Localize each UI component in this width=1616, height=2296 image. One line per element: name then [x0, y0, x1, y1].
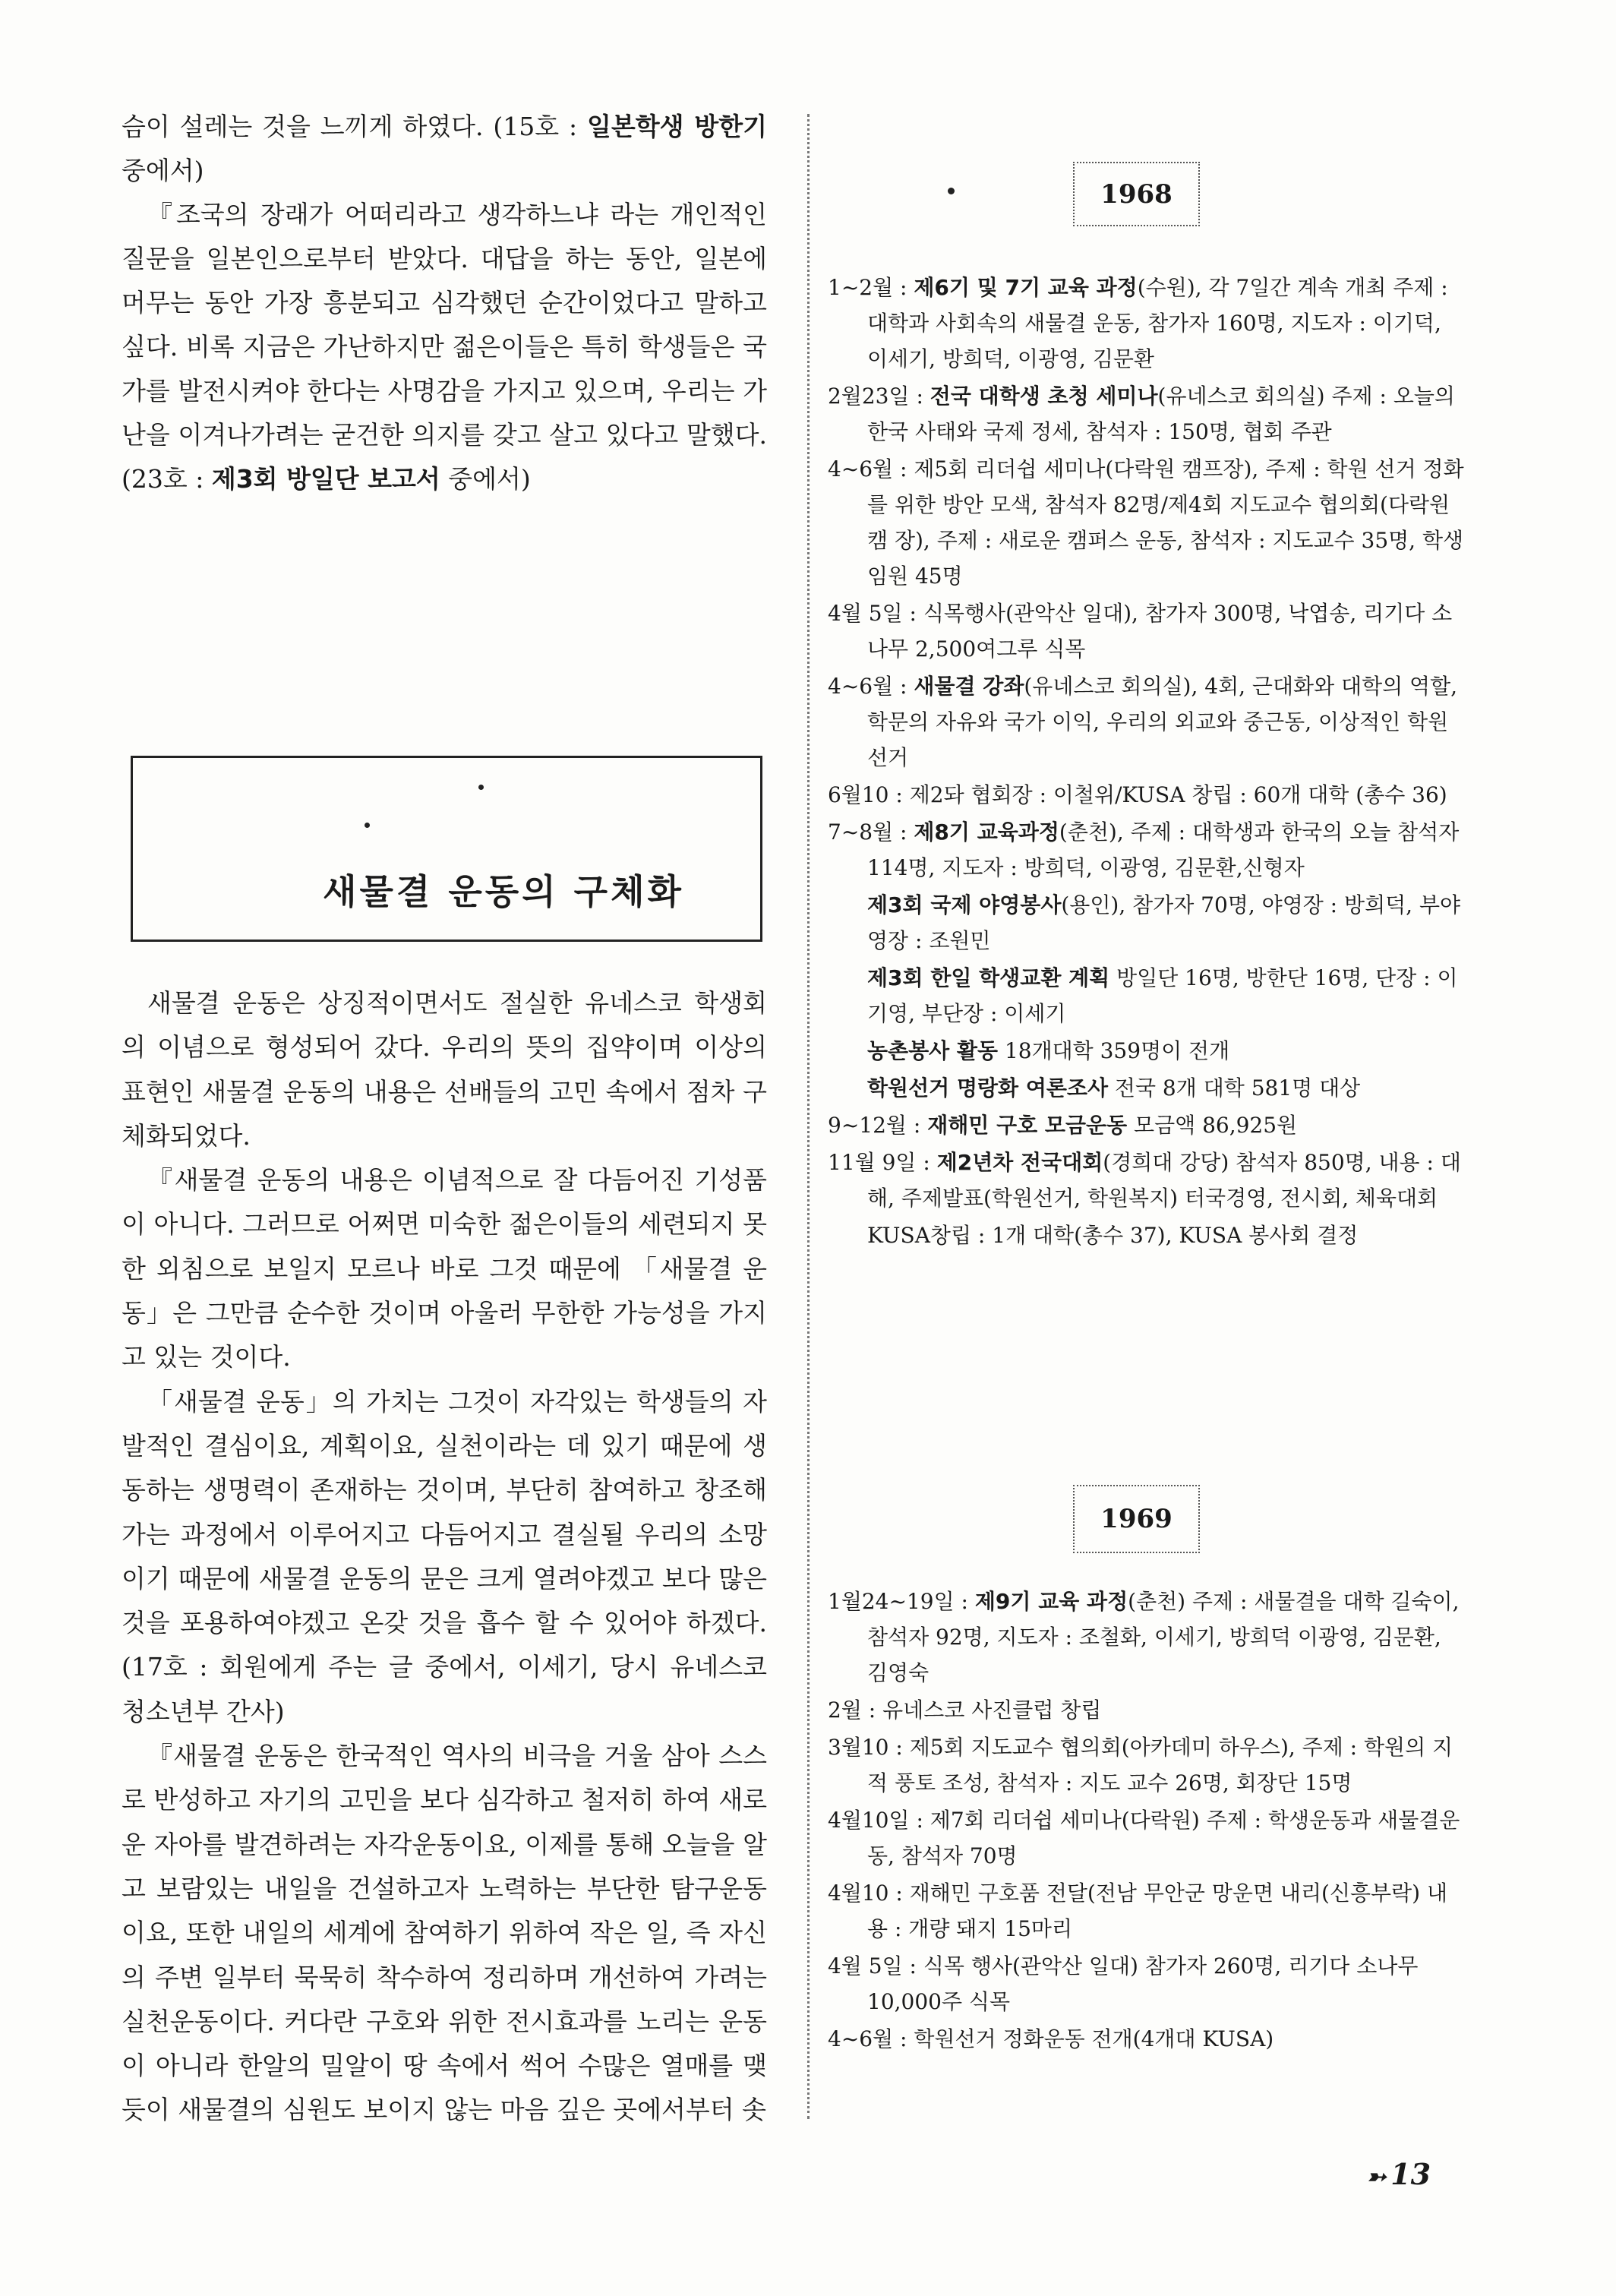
- entry-event: 제3회 국제 야영봉사: [867, 892, 1062, 917]
- section-title: 새물결 운동의 구체화: [323, 871, 684, 912]
- entry-event: 학원선거 명랑화 여론조사: [867, 1075, 1109, 1101]
- entry-date: 2월23일 :: [828, 384, 930, 409]
- entry-event: 전국 대학생 초청 세미나: [930, 384, 1158, 409]
- timeline-1968: [828, 270, 1466, 1255]
- decorative-dot: [478, 785, 484, 790]
- entry-date: 4월10일 :: [828, 1808, 930, 1833]
- year-heading-1968: [1073, 162, 1200, 226]
- entry-detail: 제5회 지도교수 협의회(아카데미 하우스), 주제 : 학원의 지적 풍토 조성, 참석자 : 지도 교수 26명, 회장단 15명: [867, 1735, 1453, 1795]
- timeline-entry: [828, 814, 1466, 886]
- left-top-text: [122, 105, 767, 501]
- entry-date: 7~8월 :: [828, 820, 914, 845]
- entry-detail: (수원), 각 7일간 계속 개최 주제 : 대학과 사회속의 새물결 운동, 참가자 160명, 지도자 : 이기덕, 이세기, 방희덕, 이광영, 김문환: [867, 275, 1448, 371]
- entry-event: 농촌봉사 활동: [867, 1038, 999, 1063]
- year-heading-1969: [1073, 1485, 1200, 1553]
- entry-date: 4월10 :: [828, 1881, 910, 1906]
- timeline-entry: [828, 1802, 1466, 1874]
- page-number-value: 13: [1390, 2157, 1431, 2191]
- entry-detail: 학원선거 정화운동 전개(4개대 KUSA): [914, 2026, 1274, 2051]
- entry-event: 새물결 강좌: [914, 674, 1024, 699]
- timeline-entry: [828, 1070, 1466, 1106]
- entry-detail: (유네스코 회의실), 4회, 근대화와 대학의 역할, 학문의 자유와 국가 이익, 우리의 외교와 중근동, 이상적인 학원 선거: [867, 674, 1458, 770]
- entry-detail: 제5회 리더쉽 세미나(다락원 캠프장), 주제 : 학원 선거 정화를 위한 방안 모색, 참석자 82명/제4회 지도교수 협의회(다락원 캠 장), 주제 : 새로운 캠퍼스 운동, 참석자 : 지도교수 35명, 학생임원 45명: [867, 456, 1464, 589]
- entry-detail: (춘천) 주제 : 새물결을 대학 길숙이, 참석자 92명, 지도자 : 조철화, 이세기, 방희덕 이광영, 김문환, 김영숙: [867, 1589, 1460, 1685]
- timeline-entry: [828, 451, 1466, 594]
- entry-event: 제3회 한일 학생교환 계획: [867, 965, 1110, 990]
- timeline-entry: [828, 378, 1466, 450]
- entry-date: 6월10 :: [828, 782, 910, 807]
- entry-detail: 식목 행사(관악산 일대) 참가자 260명, 리기다 소나무 10,000주 식목: [867, 1953, 1419, 2014]
- decorative-dot: [365, 823, 370, 828]
- entry-detail: 방일단 16명, 방한단 16명, 단장 : 이기영, 부단장 : 이세기: [867, 965, 1458, 1026]
- entry-detail: 모금액 86,925원: [1127, 1113, 1298, 1138]
- timeline-entry: [828, 1729, 1466, 1801]
- timeline-entry: KUSA창립 : 1개 대학(총수 37), KUSA 봉사회 결정: [867, 1223, 1359, 1248]
- column-divider: [807, 114, 810, 2119]
- timeline-entry: [828, 777, 1466, 813]
- timeline-entry: [828, 887, 1466, 959]
- timeline-entry: [828, 1875, 1466, 1947]
- timeline-entry: [828, 1948, 1466, 2020]
- timeline-entry: [828, 1033, 1466, 1069]
- left-body-text: [122, 981, 767, 2133]
- timeline-entry: [828, 668, 1466, 775]
- timeline-entry: [828, 2021, 1466, 2057]
- entry-event: 제2년차 전국대회: [936, 1150, 1103, 1175]
- entry-date: 3월10 :: [828, 1735, 910, 1760]
- entry-detail: 제2돠 협회장 : 이철위/KUSA 창립 : 60개 대학 (총수 36): [909, 782, 1447, 807]
- source-title: 제3회 방일단 보고서: [211, 464, 440, 494]
- entry-date: 4월 5일 :: [828, 601, 923, 626]
- paragraph: 「새물결 운동」의 가치는 그것이 자각있는 학생들의 자발적인 결심이요, 계획이요, 실천이라는 데 있기 때문에 생동하는 생명력이 존재하는 것이며, 부단히 참여하고 창조해가는 과정에서 이루어지고 다듬어지고 결실될 우리의 소망이기 때문에 새물결 운동의 문은 크게 열려야겠고 보다 많은 것을 포용하여야겠고 온갖 것을 흡수 할 수 있어야 하겠다. (17호 : 회원에게 주는 글 중에서, 이세기, 당시 유네스코 청소년부 간사): [122, 1386, 768, 1726]
- entry-event: 제9기 교육 과정: [974, 1589, 1128, 1614]
- entry-event: 재해민 구호 모금운동: [927, 1113, 1128, 1138]
- entry-event: 제6기 및 7기 교육 과정: [914, 275, 1138, 300]
- entry-detail: (경희대 강당) 참석자 850명, 내용 : 대해, 주제발표(학원선거, 학원복지) 터국경영, 전시회, 체육대회: [867, 1150, 1461, 1211]
- decorative-dot: [948, 188, 955, 194]
- entry-detail: 유네스코 사진클럽 창립: [882, 1698, 1102, 1723]
- paragraph: [122, 193, 767, 501]
- entry-detail: 18개대학 359명이 전개: [998, 1038, 1230, 1063]
- source-title: 일본학생 방한기: [586, 112, 767, 141]
- paragraph-text: 슴이 설레는 것을 느끼게 하였다. (15호 :: [122, 112, 587, 141]
- paragraph-text: 중에서): [440, 464, 531, 494]
- paragraph-text: 중에서): [122, 156, 204, 185]
- entry-date: 1월24~19일 :: [828, 1589, 975, 1614]
- timeline-entry: [828, 270, 1466, 377]
- entry-detail: (유네스코 회의실) 주제 : 오늘의 한국 사태와 국제 정세, 참석자 : 150명, 협회 주관: [867, 384, 1455, 444]
- timeline-entry: [828, 1107, 1466, 1143]
- timeline-1969: [828, 1584, 1466, 2058]
- year-label: 1969: [1100, 1504, 1173, 1534]
- entry-detail: (용인), 참가자 70명, 야영장 : 방희덕, 부야영장 : 조원민: [867, 892, 1461, 953]
- entry-date: 4~6월 :: [828, 674, 914, 699]
- paragraph: 새물결 운동은 상징적이면서도 절실한 유네스코 학생회의 이념으로 형성되어 갔다. 우리의 뜻의 집약이며 이상의 표현인 새물결 운동의 내용은 선배들의 고민 속에서 점차 구체화되었다.: [122, 988, 767, 1151]
- arrow-icon: ➳: [1367, 2164, 1387, 2190]
- entry-date: 4월 5일 :: [828, 1953, 923, 1979]
- paragraph: 『새물결 운동은 한국적인 역사의 비극을 거울 삼아 스스로 반성하고 자기의 고민을 보다 심각하고 철저히 하여 새로운 자아를 발견하려는 자각운동이요, 이제를 통해 오늘을 알고 보람있는 내일을 건설하고자 노력하는 부단한 탐구운동이요, 또한 내일의 세계에 참여하기 위하여 작은 일, 즉 자신의 주변 일부터 묵묵히 착수하여 정리하며 개선하여 가려는 실천운동이다. 커다란 구호와 위한 전시효과를 노리는 운동이 아니라 한알의 밀알이 땅 속에서 썩어 수많은 열매를 맺듯이 새물결의 심원도 보이지 않는 마음 깊은 곳에서부터 솟: [122, 1741, 767, 2125]
- year-label: 1968: [1100, 178, 1173, 210]
- timeline-entry: [828, 1584, 1466, 1691]
- timeline-entry: [828, 1692, 1466, 1728]
- paragraph: 『새물결 운동의 내용은 이념적으로 잘 다듬어진 기성품이 아니다. 그러므로 어쩌면 미숙한 젊은이들의 세련되지 못한 외침으로 보일지 모르나 바로 그것 때문에 「새물결 운동」은 그만큼 순수한 것이며 아울러 무한한 가능성을 가지고 있는 것이다.: [122, 1165, 767, 1372]
- entry-date: 11월 9일 :: [828, 1150, 937, 1175]
- entry-date: 4~6월 :: [828, 456, 914, 482]
- entry-detail: 전국 8개 대학 581명 대상: [1108, 1075, 1361, 1101]
- paragraph: [122, 105, 767, 193]
- timeline-entry: [828, 960, 1466, 1031]
- entry-detail: 식목행사(관악산 일대), 참가자 300명, 낙엽송, 리기다 소나무 2,500여그루 식목: [867, 601, 1453, 662]
- entry-event: 제8기 교육과정: [914, 820, 1059, 845]
- timeline-entry: [828, 1145, 1466, 1216]
- entry-date: 2월 :: [828, 1698, 883, 1723]
- paragraph-text: 『조국의 장래가 어떠리라고 생각하느냐 라는 개인적인 질문을 일본인으로부터 받았다. 대답을 하는 동안, 일본에 머무는 동안 가장 흥분되고 심각했던 순간이었다고 말하고 싶다. 비록 지금은 가난하지만 젊은이들은 특히 학생들은 국가를 발전시켜야 한다는 사명감을 가지고 있으며, 우리는 가난을 이겨나가려는 굳건한 의지를 갖고 살고 있다고 말했다. (23호 :: [122, 200, 767, 494]
- entry-date: 4~6월 :: [828, 2026, 914, 2051]
- timeline-entry: [828, 595, 1466, 667]
- entry-date: 1~2월 :: [828, 275, 914, 300]
- section-title-box: [131, 756, 762, 942]
- page-number: [1367, 2157, 1431, 2191]
- entry-date: 9~12월 :: [828, 1113, 928, 1138]
- entry-detail: 재해민 구호품 전달(전남 무안군 망운면 내리(신흥부락) 내용 : 개량 돼지 15마리: [867, 1881, 1448, 1941]
- entry-detail: (춘천), 주제 : 대학생과 한국의 오늘 참석자 114명, 지도자 : 방희덕, 이광영, 김문환,신형자: [867, 820, 1460, 880]
- entry-detail: 제7회 리더쉽 세미나(다락원) 주제 : 학생운동과 새물결운동, 참석자 70명: [867, 1808, 1460, 1868]
